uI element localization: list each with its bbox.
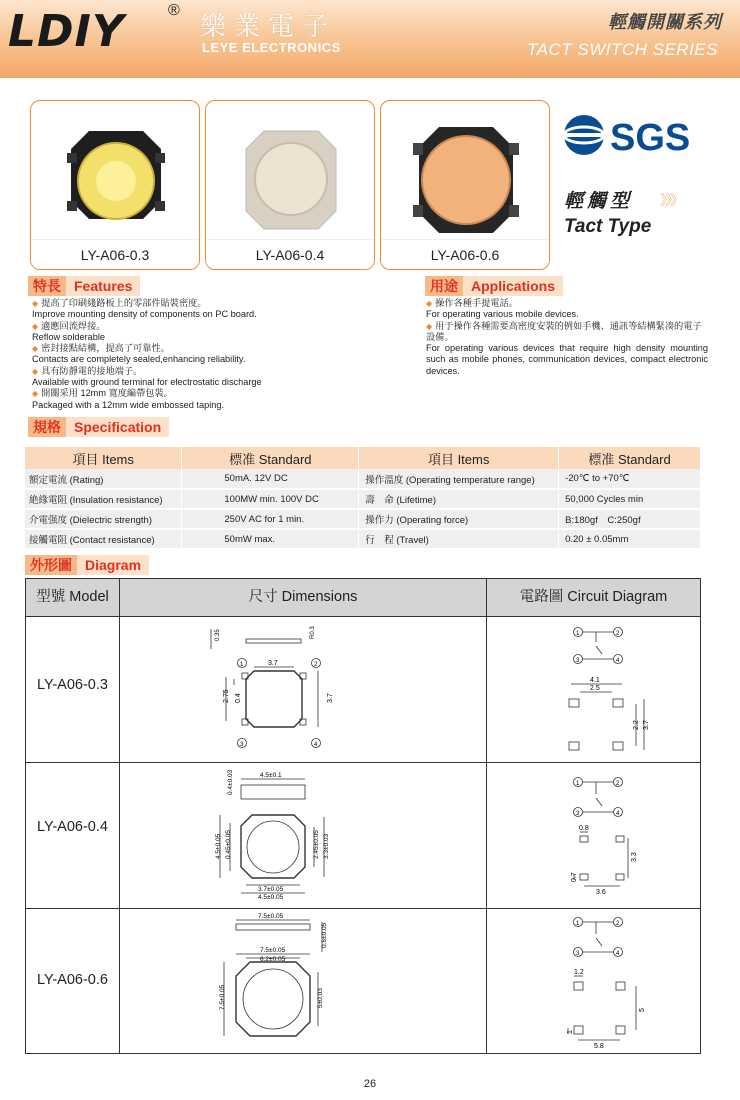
svg-text:4: 4 — [314, 742, 318, 748]
circuit-diagram-a06-03 — [566, 624, 676, 759]
spec-cell: 50,000 Cycles min — [559, 489, 701, 509]
sgs-text: SGS — [610, 117, 691, 159]
svg-text:1: 1 — [576, 781, 580, 787]
circuit-diagram-a06-04 — [566, 774, 676, 899]
col-model-header: 型號 Model — [26, 579, 119, 616]
svg-text:2.45±0.05: 2.45±0.05 — [313, 830, 320, 859]
spec-row — [25, 469, 701, 489]
svg-text:7.5±0.05: 7.5±0.05 — [258, 913, 284, 920]
model-label: LY-A06-0.3 — [37, 677, 108, 693]
svg-text:4.1: 4.1 — [590, 677, 600, 684]
specification-heading — [28, 417, 169, 437]
svg-text:4.5±0.05: 4.5±0.05 — [215, 833, 222, 859]
svg-text:4: 4 — [616, 951, 620, 957]
applications-heading — [425, 276, 563, 296]
row-divider — [26, 908, 700, 909]
row-divider — [26, 762, 700, 763]
svg-text:5±0.03: 5±0.03 — [317, 988, 324, 1008]
features-item-en: Reflow solderable — [32, 331, 106, 342]
svg-text:0.4: 0.4 — [235, 693, 242, 703]
diagram-label-cn: 外形圖 — [25, 555, 77, 575]
features-heading — [28, 276, 140, 296]
applications-item-en: For operating various mobile devices. — [426, 309, 579, 320]
company-logo: LDIY — [8, 6, 125, 57]
features-item-en: Available with ground terminal for electrostatic discharge — [32, 377, 262, 388]
svg-text:7.5±0.05: 7.5±0.05 — [219, 984, 226, 1010]
spec-cell: 壽 命 (Lifetime) — [359, 489, 559, 509]
applications-list — [426, 298, 708, 377]
diagram-table — [25, 578, 701, 1054]
switch-image — [206, 101, 374, 241]
svg-text:3.3: 3.3 — [631, 852, 638, 862]
page-header — [0, 0, 740, 78]
features-item-en: Packaged with a 12mm wide embossed taping. — [32, 399, 225, 410]
spec-col-standard: 標准 Standard — [559, 447, 701, 469]
spec-cell: 100MW min. 100V DC — [182, 489, 359, 509]
svg-text:4: 4 — [616, 811, 620, 817]
svg-text:3: 3 — [576, 658, 580, 664]
svg-text:7.5±0.05: 7.5±0.05 — [260, 947, 286, 954]
diagram-heading — [25, 555, 149, 575]
spec-cell: 50mW max. — [182, 529, 359, 549]
applications-label-en: Applications — [463, 276, 563, 296]
spec-cell: 行 程 (Travel) — [359, 529, 559, 549]
svg-text:3: 3 — [576, 811, 580, 817]
product-caption: LY-A06-0.4 — [206, 239, 374, 269]
spec-cell: 50mA. 12V DC — [182, 469, 359, 489]
spec-row — [25, 529, 701, 549]
spec-cell: 0.20 ± 0.05mm — [559, 529, 701, 549]
specification-label-en: Specification — [66, 417, 169, 437]
svg-text:0.6±0.05: 0.6±0.05 — [321, 922, 328, 948]
product-photo-a06-04 — [205, 100, 375, 270]
features-item-en: Contacts are completely sealed,enhancing reliability. — [32, 354, 246, 365]
spec-header-row — [25, 447, 701, 469]
features-list — [32, 298, 412, 411]
spec-row — [25, 489, 701, 509]
spec-col-items: 項目 Items — [25, 447, 182, 469]
switch-image — [381, 101, 549, 241]
svg-text:2: 2 — [314, 662, 318, 668]
features-item: ◆ 適應回流焊接。 — [32, 321, 412, 332]
product-caption: LY-A06-0.3 — [31, 239, 199, 269]
svg-text:3.3±0.03: 3.3±0.03 — [323, 833, 330, 859]
tact-type-en: Tact Type — [564, 216, 652, 237]
brand-name-en: LEYE ELECTRONICS — [202, 40, 341, 55]
svg-text:4: 4 — [616, 658, 620, 664]
features-item-en: Improve mounting density of components on PC board. — [32, 309, 257, 320]
model-label: LY-A06-0.6 — [37, 972, 108, 988]
svg-text:5: 5 — [639, 1008, 646, 1012]
spec-cell: 操作溫度 (Operating temperature range) — [359, 469, 559, 489]
features-label-cn: 特長 — [28, 276, 66, 296]
svg-text:3.7: 3.7 — [327, 693, 334, 703]
registered-mark: ® — [168, 2, 180, 19]
features-item: ◆ 具有防靜電的接地端子。 — [32, 366, 412, 377]
features-label-en: Features — [66, 276, 140, 296]
spec-cell: 絶緣電阻 (Insulation resistance) — [25, 489, 182, 509]
product-photo-a06-03 — [30, 100, 200, 270]
spec-cell: 250V AC for 1 min. — [182, 509, 359, 529]
svg-text:1.2: 1.2 — [574, 969, 584, 976]
circuit-diagram-a06-06 — [566, 914, 676, 1049]
svg-text:0.7: 0.7 — [571, 872, 578, 882]
model-label: LY-A06-0.4 — [37, 819, 108, 835]
svg-text:6.2±0.05: 6.2±0.05 — [260, 956, 286, 963]
svg-text:3.7±0.05: 3.7±0.05 — [258, 886, 284, 893]
svg-text:0.8: 0.8 — [579, 825, 589, 832]
page-number: 26 — [363, 1078, 377, 1090]
product-caption: LY-A06-0.6 — [381, 239, 549, 269]
svg-text:4.5±0.05: 4.5±0.05 — [258, 894, 284, 901]
applications-item-en: For operating various devices that require high density mounting such as mobile phones, communication devices, compact electronic devices. — [426, 343, 708, 376]
features-item: ◆ 提高了印刷綫路板上的零部件貼裝密度。 — [32, 298, 412, 309]
svg-text:1: 1 — [576, 921, 580, 927]
svg-text:5.8: 5.8 — [594, 1043, 604, 1049]
column-divider — [119, 579, 120, 1053]
chevrons-icon: 》》》 — [660, 192, 682, 208]
svg-text:2: 2 — [616, 921, 620, 927]
spec-row — [25, 509, 701, 529]
specification-label-cn: 規格 — [28, 417, 66, 437]
specification-table — [25, 447, 701, 550]
brand-name-cn: 樂業電子 — [200, 12, 337, 42]
tact-type-cn: 輕觸型 — [564, 191, 634, 212]
dimension-drawing-a06-03 — [206, 619, 366, 759]
series-title-en: TACT SWITCH SERIES — [527, 40, 718, 59]
sgs-logo — [560, 110, 740, 165]
svg-text:3.7: 3.7 — [268, 660, 278, 667]
svg-text:0.35: 0.35 — [215, 629, 221, 641]
spec-cell: 額定電流 (Rating) — [25, 469, 182, 489]
product-photo-a06-06 — [380, 100, 550, 270]
svg-text:2.75: 2.75 — [223, 689, 230, 703]
svg-text:1: 1 — [567, 1030, 574, 1034]
applications-item: ◆ 操作各種手提電話。 — [426, 298, 708, 309]
svg-text:2.5: 2.5 — [590, 685, 600, 692]
spec-cell: -20℃ to +70℃ — [559, 469, 701, 489]
svg-text:3: 3 — [576, 951, 580, 957]
diagram-label-en: Diagram — [77, 555, 149, 575]
svg-text:2: 2 — [616, 781, 620, 787]
svg-text:3: 3 — [240, 742, 244, 748]
applications-item: ◆ 用于操作各種需要高密度安裝的例如手機、通訊等結構緊凑的電子設備。 — [426, 321, 708, 344]
switch-dome — [255, 143, 327, 215]
features-item: ◆ 密封接點結構，提高了可靠性。 — [32, 343, 412, 354]
spec-cell: 接觸電阻 (Contact resistance) — [25, 529, 182, 549]
spec-cell: B:180gf C:250gf — [559, 509, 701, 529]
svg-text:0.45±0.05: 0.45±0.05 — [225, 830, 232, 859]
dimension-drawing-a06-04 — [206, 767, 366, 907]
column-divider — [486, 579, 487, 1053]
features-item: ◆ 開關采用 12mm 寬度編帶包裝。 — [32, 388, 412, 399]
col-circuit-header: 電路圖 Circuit Diagram — [487, 579, 700, 616]
applications-label-cn: 用途 — [425, 276, 463, 296]
svg-text:3.6: 3.6 — [596, 889, 606, 896]
svg-text:1: 1 — [576, 631, 580, 637]
row-divider — [26, 616, 700, 617]
svg-text:0.4±0.03: 0.4±0.03 — [227, 769, 234, 795]
spec-col-standard: 標准 Standard — [182, 447, 359, 469]
svg-text:R0.3: R0.3 — [310, 626, 316, 639]
switch-dome — [422, 136, 510, 224]
switch-image — [31, 101, 199, 241]
dimension-drawing-a06-06 — [206, 912, 366, 1052]
svg-text:1: 1 — [240, 662, 244, 668]
svg-text:2: 2 — [616, 631, 620, 637]
svg-text:4.5±0.1: 4.5±0.1 — [260, 772, 282, 779]
col-dimensions-header: 尺寸 Dimensions — [120, 579, 486, 616]
spec-cell: 介電强度 (Dielectric strength) — [25, 509, 182, 529]
svg-text:2.2: 2.2 — [633, 720, 640, 730]
spec-cell: 操作力 (Operating force) — [359, 509, 559, 529]
svg-text:3.7: 3.7 — [643, 720, 650, 730]
series-title-cn: 輕觸開關系列 — [608, 12, 722, 32]
spec-col-items: 項目 Items — [359, 447, 559, 469]
